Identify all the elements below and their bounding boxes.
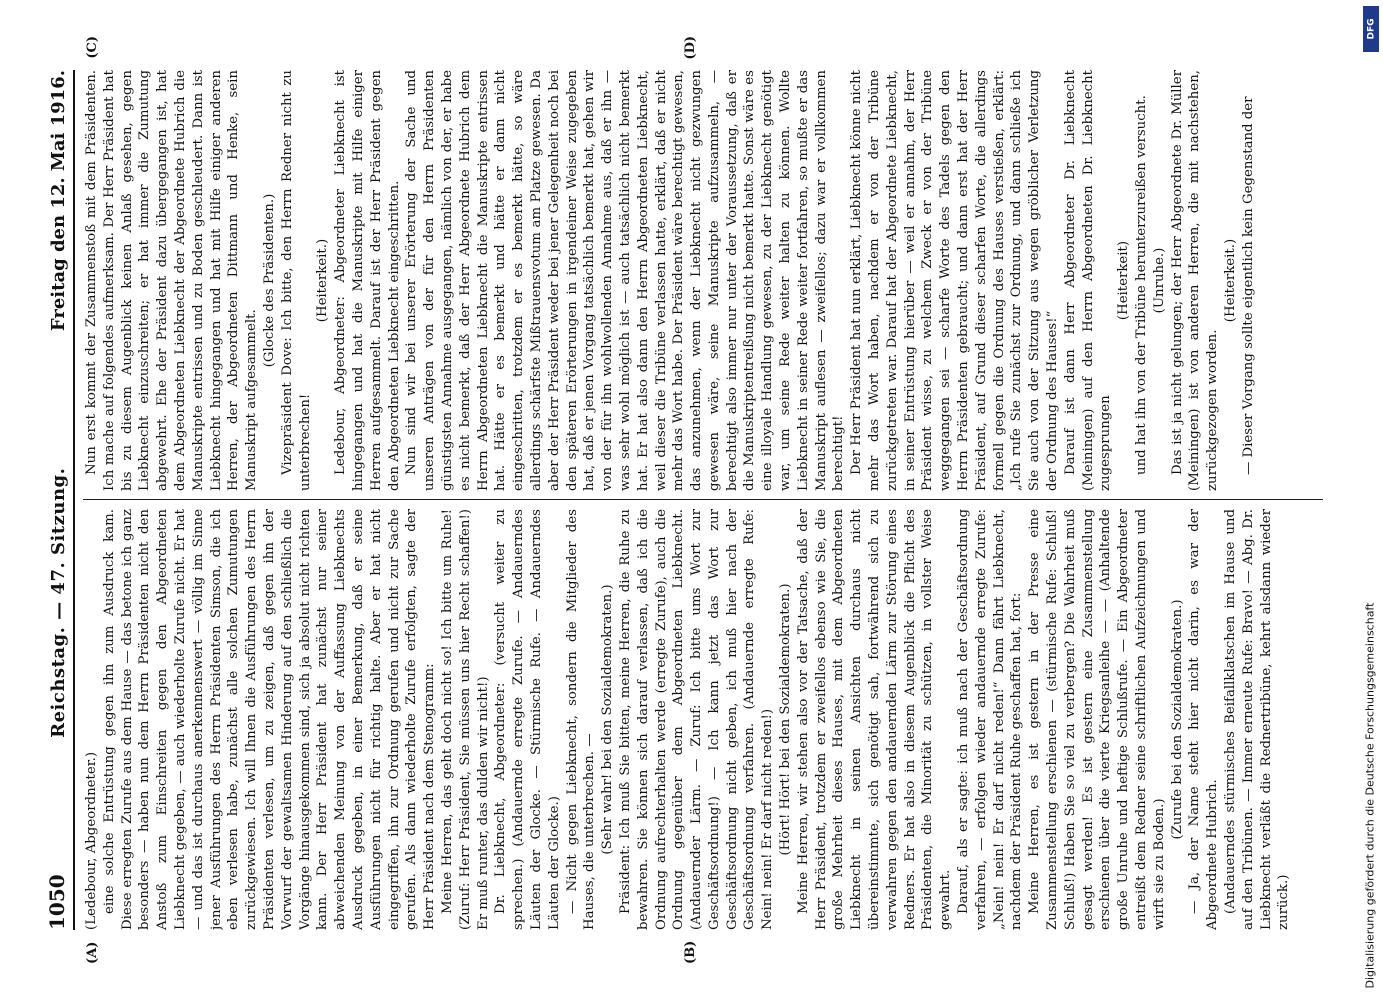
left-column-paragraph: Meine Herren, es ist gestern in der Presse eine Zusammenstellung erschienen — (stürmische Rufe: Schluß! Schluß!) Haben Sie so viel zu verbergen? Die Wahrheit muß gesagt werden! Es ist gestern eine Zusammenstellung erschienen über die vierte Kriegsanleihe — — (Anhaltende große Unruhe und heftige Schlußrufe. — Ein Abgeordneter entreißt dem Redner seine schriftlichen Aufzeichnungen und wirft sie zu Boden.): [1027, 509, 1167, 930]
left-column-paragraph: Meine Herren, wir stehen also vor der Tatsache, daß der Herr Präsident, trotzdem er zweifellos ebenso wie Sie, die große Mehrheit dieses Hauses, mit dem Abgeordneten Liebknecht in seinen Ansichten durchaus nicht übereinstimmte, sich genötigt sah, fortwährend sich zu verwahren gegen den andauernden Lärm zur Störung eines Redners. Er hat also in diesem Augenblick die Pflicht des Präsidenten, die Minorität zu schützen, in vollster Weise gewahrt.: [795, 509, 954, 930]
margin-marker-b: (B): [683, 940, 698, 964]
right-column-paragraph: Nun erst kommt der Zusammenstoß mit dem Präsidenten. Ich mache auf folgendes aufmerksam. Der Herr Präsident hat bis zu diesem Augenblick keinen Anlaß gesehen, gegen Liebknecht einzuschreiten; er hat immer die Zumutung abgewehrt. Ehe der Präsident dazu übergegangen ist, hat dem Abgeordneten Liebknecht der Abgeordnete Hubrich die Manuskripte entrissen und zu Boden geschleudert. Dann ist Liebknecht hingegangen und hat mit Hilfe einiger anderen Herren, der Abgeordneten Dittmann und Henke, sein Manuskript aufgesammelt.: [84, 70, 260, 491]
left-column-paragraph: Präsident: Ich muß Sie bitten, meine Herren, die Ruhe zu bewahren. Sie können sich darauf verlassen, daß ich die Ordnung aufrechterhalten werde (erregte Zurufe), auch die Ordnung gegenüber dem Abgeordneten Liebknecht. (Andauernder Lärm. — Zuruf: Ich bitte ums Wort zur Geschäftsordnung!) — Ich kann jetzt das Wort zur Geschäftsordnung nicht geben, ich muß hier nach der Geschäftsordnung verfahren. (Andauernde erregte Rufe: Nein! nein! Er darf nicht reden!): [617, 509, 776, 930]
left-column-paragraph: (Ledebour, Abgeordneter.): [84, 751, 99, 930]
right-column-paragraph: (Heiterkeit.): [1223, 238, 1238, 323]
left-column-paragraph: eine solche Entrüstung gegen ihn zum Ausdruck kam. Diese erregten Zurufe aus dem Hause — das betone ich ganz besonders — haben nun dem Herrn Präsidenten nicht den Anstoß zum Einschreiten gegen den Abgeordneten Liebknecht gegeben, — auch wiederholte Zurufe nicht. Er hat — und das ist durchaus anerkennenswert — völlig im Sinne jener Ausführungen des Herrn Präsidenten Simson, die ich eben verlesen habe, zunächst alle solchen Zumutungen zurückgewiesen. Ich will Ihnen die Ausführungen des Herrn Präsidenten verlesen, um zu zeigen, daß gegen ihn der Vorwurf der gewaltsamen Hinderung auf den schließlich die Vorgänge hinausgekommen sind, sich ja absolut nicht richten kann. Der Herr Präsident hat zunächst nur seiner abweichenden Meinung von der Auffassung Liebknechts Ausdruck gegeben, in einer Bemerkung, daß er seine Ausführungen nicht für richtig halte. Aber er hat nicht eingegriffen, ihn zur Ordnung gerufen und nicht zur Sache gerufen. Als dann wiederholte Zurufe erfolgten, sagte der Herr Präsident nach dem Stenogramm:: [101, 509, 438, 930]
left-column-paragraph: — Ja, der Name steht hier nicht darin, es war der Abgeordnete Hubrich.: [1187, 509, 1221, 930]
right-column-paragraph: Darauf ist dann Herr Abgeordneter Dr. Liebknecht (Meiningen) auf den Herrn Abgeordneten Dr. Liebknecht zugesprungen: [1062, 70, 1114, 491]
right-column-paragraph: Das ist ja nicht gelungen; der Herr Abgeordnete Dr. Müller (Meiningen) ist von anderen Herren, die mit nachstehen, zurückgezogen worden.: [1169, 70, 1221, 491]
text-columns: [83, 36, 1323, 964]
left-column-paragraph: Dr. Liebknecht, Abgeordneter: (versucht weiter zu sprechen.) (Andauernde erregte Zurufe. — Andauerndes Läuten der Glocke. — Stürmische Rufe. — Andauerndes Läuten der Glocke.): [493, 509, 562, 930]
right-column-paragraph: — Dieser Vorgang sollte eigentlich kein Gegenstand der: [1240, 96, 1256, 475]
right-column-paragraph: Ledebour, Abgeordneter: Abgeordneter Liebknecht ist hingegangen und hat die Manuskripte mit Hilfe einiger Herren aufgesammelt. Darauf ist der Herr Präsident gegen den Abgeordneten Liebknecht eingeschritten.: [333, 70, 402, 491]
right-column-paragraph: Nun sind wir bei unserer Erörterung der Sache und unseren Anträgen von der für den Herrn Präsidenten günstigsten Annahme ausgegangen, nämlich von der, er habe es nicht bemerkt, daß der Herr Abgeordnete Hubrich dem Herrn Abgeordneten Liebknecht die Manuskripte entrissen hat. Hätte er es bemerkt und hätte er dann nicht eingeschritten, trotzdem er es bemerkt hätte, so wäre allerdings schärfste Mißtrauensvotum am Platze gewesen. Da aber der Herr Präsident weder bei jener Gelegenheit noch bei den späteren Erörterungen in irgendeiner Weise zugegeben hat, daß er jenen Vorgang tatsächlich bemerkt hat, gehen wir von der für ihn wohlwollenden Annahme aus, daß er ihn — was sehr wohl möglich ist — auch tatsächlich nicht bemerkt hat. Er hat also dann den Herrn Abgeordneten Liebknecht, weil dieser die Tribüne verlassen hatte, erklärt, daß er nicht mehr das Wort habe. Der Präsident wäre berechtigt gewesen, das anzunehmen, wenn der Liebknecht nicht gezwungen gewesen wäre, seine Manuskripte aufzusammeln, — berechtigt also immer nur unter der Voraussetzung, daß er die Manuskriptentreißung nicht bemerkt hatte. Sonst wäre es eine illoyale Handlung gewesen, zu der Liebknecht genötigt war, um seine Rede weiter halten zu können. Wollte Liebknecht in seiner Rede weiter fortfahren, so mußte er das Manuskript auflesen — zweifellos; dazu war er vollkommen berechtigt!: [404, 70, 847, 491]
digitization-watermark: [1359, 6, 1381, 994]
session-date: Freitag den 12. Mai 1916.: [48, 70, 69, 332]
left-column-paragraph: Meine Herren, das geht doch nicht so! Ich bitte um Ruhe! (Zuruf: Herr Präsident, Sie müssen uns hier Recht schaffen!) Er muß runter, das dulden wir nicht!): [439, 509, 491, 930]
watermark-text: Digitalisierung gefördert durch die Deutsche Forschungsgemeinschaft: [1363, 602, 1377, 989]
rotated-document-page: [31, 30, 1351, 970]
dfg-logo-text: DFG: [1366, 18, 1377, 40]
left-column-paragraph: (Zurufe bei den Sozialdemokraten.): [1169, 599, 1185, 840]
right-column-paragraph: (Heiterkeit.): [315, 238, 331, 323]
right-column-paragraph: (Glocke des Präsidenten.): [261, 193, 277, 368]
right-column-paragraph: (Unruhe.): [1151, 247, 1167, 314]
left-text-column: [83, 509, 1323, 930]
right-column-paragraph: und hat ihn von der Tribüne herunterzureißen versucht.: [1134, 95, 1150, 475]
right-column-paragraph: Der Herr Präsident hat nun erklärt, Liebknecht könne nicht mehr das Wort haben, nachdem er von der Tribüne zurückgetreten war. Darauf hat der Abgeordnete Liebknecht, in seiner Entrüstung hierüber — weil er annahm, der Herr Präsident wisse, zu welchem Zweck er von der Tribüne weggegangen sei — scharfe Worte des Tadels gegen den Herrn Präsidenten gebraucht; und dann erst hat der Herr Präsident, auf Grund dieser scharfen Worte, die allerdings formell gegen die Ordnung des Hauses verstießen, erklärt: „Ich rufe Sie zunächst zur Ordnung, und dann schließe ich Sie auch von der Sitzung aus wegen gröblicher Verletzung der Ordnung des Hauses!“: [849, 70, 1061, 491]
dfg-logo: [1363, 6, 1379, 52]
right-column-paragraph: (Heiterkeit): [1116, 240, 1132, 321]
page-number: 1050: [45, 874, 69, 930]
right-text-column: [83, 70, 1323, 491]
right-column-paragraph: Vizepräsident Dove: Ich bitte, den Herrn Redner nicht zu unterbrechen!: [279, 70, 313, 491]
left-column-paragraph: Darauf, als er sagte: ich muß nach der Geschäftsordnung verfahren, — erfolgen wieder andauernde erregte Zurufe: „Nein! nein! Er darf nicht reden!“ Dann fährt Liebknecht, nachdem der Präsident Ruhe geschaffen hat, fort:: [956, 509, 1025, 930]
running-title: Reichstag. — 47. Sitzung.: [48, 467, 69, 738]
page-header: [45, 70, 75, 930]
margin-marker-a: (A): [85, 941, 100, 964]
left-column-paragraph: (Hört! Hört! bei den Sozialdemokraten.): [778, 583, 794, 856]
margin-marker-c: (C): [85, 36, 100, 59]
column-divider: [83, 499, 1323, 500]
left-column-paragraph: — Nicht gegen Liebknecht, sondern die Mitglieder des Hauses, die unterbrechen. —: [564, 509, 598, 930]
left-column-paragraph: (Sehr wahr! bei den Sozialdemokraten.): [600, 584, 616, 855]
left-column-paragraph: (Andauerndes stürmisches Beifallklatschen im Hause und auf den Tribünen. — Immer erneute Rufe: Bravo! — Abg. Dr. Liebknecht verläßt die Rednertribüne, kehrt alsdann wieder zurück.): [1223, 509, 1292, 930]
margin-marker-d: (D): [683, 36, 698, 60]
